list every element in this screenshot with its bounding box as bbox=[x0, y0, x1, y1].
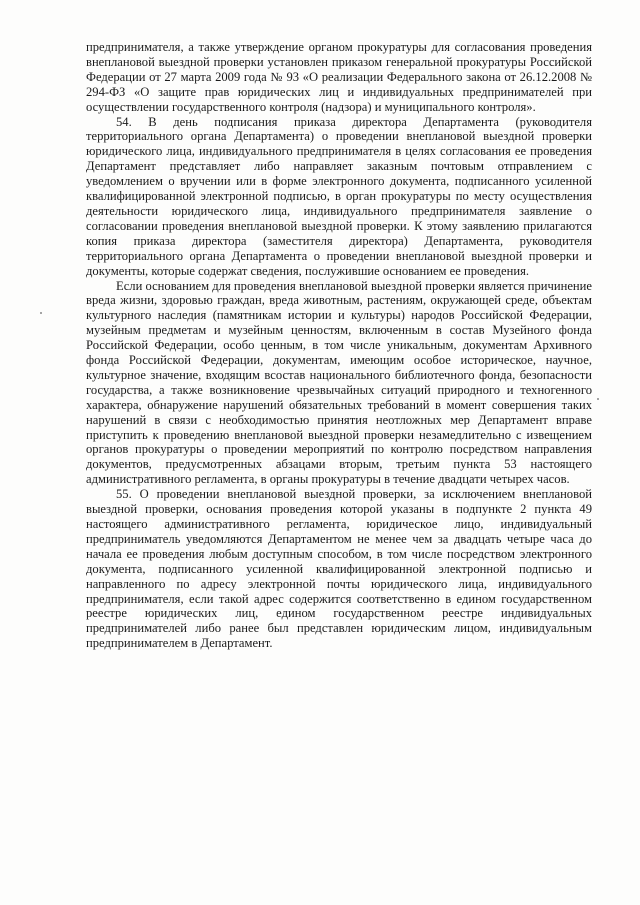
paragraph-number: 55. bbox=[116, 487, 132, 502]
paragraph-number: 54. bbox=[116, 114, 132, 129]
scan-speck bbox=[597, 398, 599, 400]
scan-speck bbox=[40, 312, 42, 314]
paragraph-55 bbox=[86, 487, 592, 651]
paragraph-text: предпринимателя, а также утверждение органом прокуратуры для согласования проведения внеплановой выездной проверки установлен приказом генеральной прокуратуры Российской Федерации от 27 марта 2009 года № 93 «О реализации Федерального закона от 26.12.2008 № 294-ФЗ «О защите прав юридических лиц и индивидуальных предпринимателей при осуществлении государственного контроля (надзора) и муниципального контроля». bbox=[86, 40, 592, 114]
paragraph-text: В день подписания приказа директора Департамента (руководителя территориального органа Департамента) о проведении внеплановой выездной проверки юридического лица, индивидуального предпринимателя в целях согласования ее проведения Департамент представляет либо направляет заказным почтовым отправлением с уведомлением о вручении или в форме электронного документа, подписанного усиленной квалифицированной электронной подписью, в орган прокуратуры по месту осуществления деятельности юридического лица, индивидуального предпринимателя заявление о согласовании проведения внеплановой выездной проверки. К этому заявлению прилагаются копия приказа директора (заместителя директора) Департамента, руководителя территориального органа Департамента о проведении внеплановой выездной проверки и документы, которые содержат сведения, послужившие основанием ее проведения. bbox=[86, 114, 592, 278]
document-body bbox=[86, 40, 592, 651]
paragraph-54 bbox=[86, 115, 592, 279]
paragraph-text: О проведении внеплановой выездной проверки, за исключением внеплановой выездной проверки, основания проведения которой указаны в подпункте 2 пункта 49 настоящего административного регламента, юридическое лицо, индивидуальный предприниматель уведомляются Департаментом не менее чем за двадцать четыре часа до начала ее проведения любым доступным способом, в том числе посредством электронного документа, подписанного усиленной квалифицированной электронной подписью и направленного по адресу электронной почты юридического лица, индивидуального предпринимателя, если такой адрес содержится соответственно в едином государственном реестре юридических лиц, едином государственном реестре индивидуальных предпринимателей либо ранее был представлен юридическим лицом, индивидуальным предпринимателем в Департамент. bbox=[86, 487, 592, 651]
paragraph-continuation bbox=[86, 40, 592, 115]
paragraph-54-urgent bbox=[86, 279, 592, 488]
paragraph-text: Если основанием для проведения внеплановой выездной проверки является причинение вреда жизни, здоровью граждан, вреда животным, растениям, окружающей среде, объектам культурного наследия (памятникам истории и культуры) народов Российской Федерации, музейным предметам и музейным ценностям, включенным в состав Музейного фонда Российской Федерации, особо ценным, в том числе уникальным, документам Архивного фонда Российской Федерации, документам, имеющим особое историческое, научное, культурное значение, входящим всостав национального библиотечного фонда, безопасности государства, а также возникновение чрезвычайных ситуаций природного и техногенного характера, обнаружение нарушений обязательных требований в момент совершения таких нарушений в связи с необходимостью принятия неотложных мер Департамент вправе приступить к проведению внеплановой выездной проверки незамедлительно с извещением органов прокуратуры о проведении мероприятий по контролю посредством направления документов, предусмотренных абзацами вторым, третьим пункта 53 настоящего административного регламента, в органы прокуратуры в течение двадцати четырех часов. bbox=[86, 278, 592, 487]
